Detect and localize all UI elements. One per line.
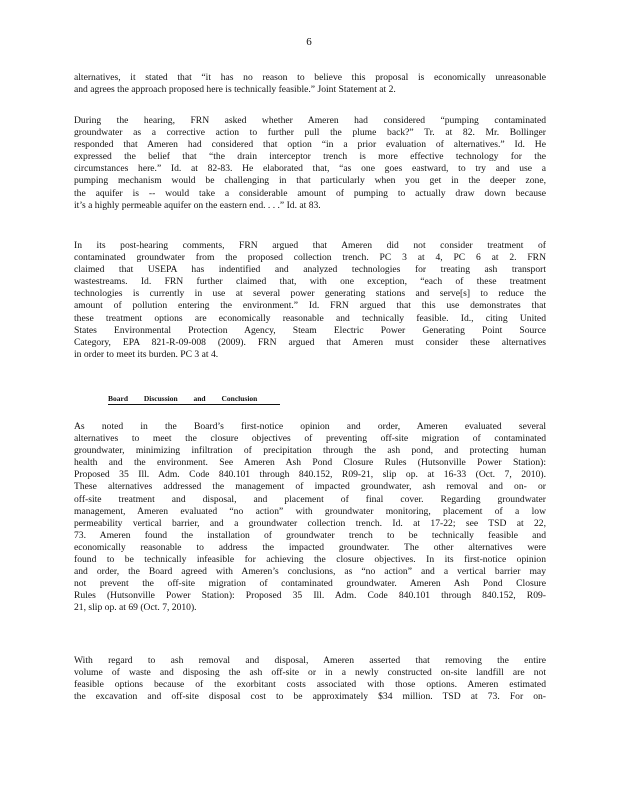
- text-line: amount of pollution entering the environment.” Id. FRN argued that this use demonstrates that: [74, 300, 546, 312]
- text-line: in order to meet its burden. PC 3 at 4.: [74, 348, 219, 360]
- text-line: contaminated groundwater from the proposed collection trench. PC 3 at 4, PC 6 at 2. FRN: [74, 252, 546, 264]
- text-line: and agrees the approach proposed here is technically feasible.” Joint Statement at 2.: [74, 84, 396, 96]
- text-line: 21, slip op. at 69 (Oct. 7, 2010).: [74, 602, 197, 614]
- text-line: expressed the belief that “the drain interceptor trench is more effective technology for the: [74, 151, 546, 163]
- paragraph-3: [74, 240, 546, 361]
- text-line: volume of waste and disposing the ash off-site or in a newly constructed on-site landfill are not: [74, 667, 546, 679]
- text-line: these treatment options are economically reasonable and technically feasible. Id., citing United: [74, 312, 546, 324]
- text-line: groundwater as a corrective action to further pull the plume back?” Tr. at 82. Mr. Bollinger: [74, 127, 546, 139]
- text-line: Rules (Hutsonville Power Station): Proposed 35 Ill. Adm. Code 840.101 through 840.152, R09-: [74, 590, 546, 602]
- paragraph-5: [74, 655, 546, 703]
- text-line: In its post-hearing comments, FRN argued that Ameren did not consider treatment of: [74, 240, 546, 251]
- text-line: the excavation and off-site disposal cost to be approximately $34 million. TSD at 73. For on-: [74, 691, 546, 703]
- text-line: As noted in the Board’s first-notice opinion and order, Ameren evaluated several: [74, 421, 546, 432]
- text-line: groundwater, minimizing infiltration of precipitation through the ash pond, and protecting human: [74, 445, 546, 457]
- text-line: permeability vertical barrier, and a groundwater collection trench. Id. at 17-22; see TSD at 22,: [74, 517, 546, 529]
- text-line: management, Ameren evaluated “no action” with groundwater monitoring, placement of a low: [74, 505, 546, 517]
- text-line: technologies is currently in use at several power generating stations and serve[s] to reduce the: [74, 288, 546, 300]
- text-line: responded that Ameren had considered that option “in a prior evaluation of alternatives.” Id. He: [74, 139, 546, 151]
- text-line: economically reasonable to address the impacted groundwater. The other alternatives were: [74, 541, 546, 553]
- text-line: health and the environment. See Ameren Ash Pond Closure Rules (Hutsonville Power Station):: [74, 457, 546, 469]
- text-line: alternatives to meet the closure objectives of preventing off-site migration of contaminated: [74, 433, 546, 445]
- section-heading: Board Discussion and Conclusion: [108, 394, 280, 405]
- text-line: and order, the Board agreed with Ameren’s conclusions, as “no action” and a vertical barrier may: [74, 566, 546, 578]
- page-number: 6: [306, 36, 312, 48]
- paragraph-1: [74, 72, 546, 96]
- text-line: off-site treatment and disposal, and placement of final cover. Regarding groundwater: [74, 493, 546, 505]
- text-line: alternatives, it stated that “it has no reason to believe this proposal is economically unreasonable: [74, 72, 546, 83]
- text-line: it’s a highly permeable aquifer on the eastern end. . . .” Id. at 83.: [74, 199, 321, 211]
- paragraph-4: [74, 421, 546, 615]
- text-line: These alternatives addressed the management of impacted groundwater, ash removal and on- or: [74, 481, 546, 493]
- paragraph-2: [74, 115, 546, 212]
- text-line: not prevent the off-site migration of contaminated groundwater. Ameren Ash Pond Closure: [74, 578, 546, 590]
- text-line: During the hearing, FRN asked whether Ameren had considered “pumping contaminated: [74, 115, 546, 126]
- text-line: the aquifer is -- would take a considerable amount of pumping to actually draw down because: [74, 187, 546, 199]
- text-line: circumstances here.” Id. at 82-83. He elaborated that, “as one goes eastward, to try and use a: [74, 163, 546, 175]
- text-line: Proposed 35 Ill. Adm. Code 840.101 through 840.152, R09-21, slip op. at 16-33 (Oct. 7, 2010).: [74, 469, 546, 481]
- text-line: feasible options because of the exorbitant costs associated with those options. Ameren estimated: [74, 679, 546, 691]
- text-line: pumping mechanism would be challenging in that particularly when you get in the deeper zone,: [74, 175, 546, 187]
- text-line: States Environmental Protection Agency, Steam Electric Power Generating Point Source: [74, 324, 546, 336]
- text-line: wastestreams. Id. FRN further claimed that, with one exception, “each of these treatment: [74, 276, 546, 288]
- text-line: claimed that USEPA has indentified and analyzed technologies for treating ash transport: [74, 264, 546, 276]
- text-line: found to be technically infeasible for achieving the closure objectives. In its first-notice opinion: [74, 554, 546, 566]
- text-line: Category, EPA 821-R-09-008 (2009). FRN argued that Ameren must consider these alternatives: [74, 336, 546, 348]
- text-line: With regard to ash removal and disposal, Ameren asserted that removing the entire: [74, 655, 546, 666]
- text-line: 73. Ameren found the installation of groundwater trench to be technically feasible and: [74, 529, 546, 541]
